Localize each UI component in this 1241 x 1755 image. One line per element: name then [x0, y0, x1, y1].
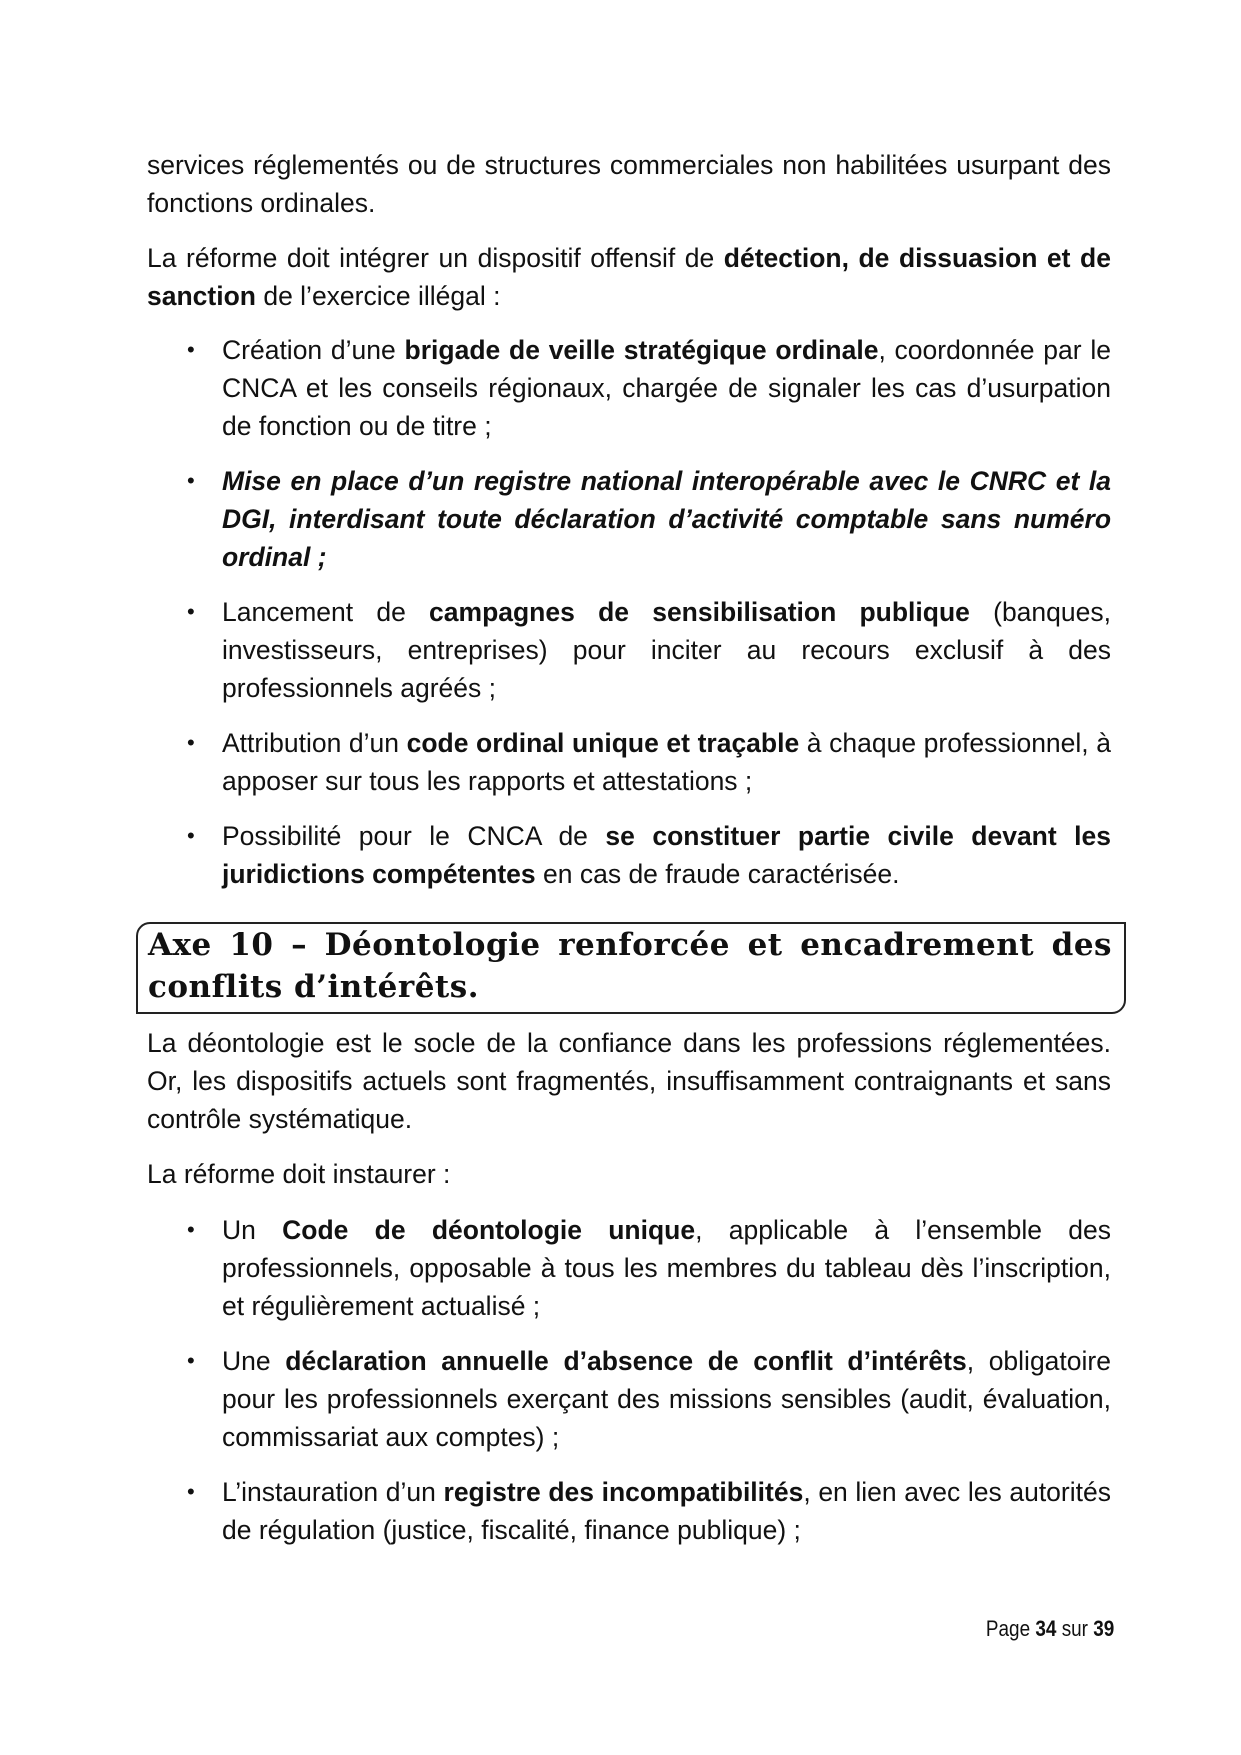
bold-run: brigade de veille stratégique ordinale — [404, 335, 879, 365]
paragraph-deontology: La déontologie est le socle de la confiance dans les professions réglementées. Or, les dispositifs actuels sont fragmentés, insuffisamment contraignants et sans contrôle systématique. — [147, 1028, 1111, 1134]
bold-run: campagnes de sensibilisation publique — [429, 597, 970, 627]
text-run: La réforme doit intégrer un dispositif offensif de — [147, 243, 724, 273]
bullet-icon: • — [187, 468, 195, 493]
bullet-list-deontology — [147, 1211, 1111, 1566]
list-item — [147, 593, 1111, 707]
bullet-icon: • — [187, 599, 195, 624]
list-item — [147, 817, 1111, 893]
text-run: en cas de fraude caractérisée. — [535, 859, 900, 889]
bold-run: se constituer partie civile devant les juridictions compétentes — [222, 821, 1111, 889]
text-run: , obligatoire pour les professionnels exerçant des missions sensibles (audit, évaluation, commissariat aux comptes) ; — [222, 1346, 1111, 1452]
list-item — [147, 1473, 1111, 1549]
paragraph-intro: services réglementés ou de structures commerciales non habilitées usurpant des fonctions ordinales. — [147, 150, 1111, 218]
paragraph-reform-intro — [147, 239, 1111, 315]
text-run: de l’exercice illégal : — [255, 281, 501, 311]
text-run: (banques, investisseurs, entreprises) pour inciter au recours exclusif à des professionnels agréés ; — [222, 597, 1111, 703]
list-item — [147, 1211, 1111, 1325]
section-heading: Axe 10 – Déontologie renforcée et encadrement des conflits d’intérêts. — [148, 927, 1112, 1005]
list-item — [147, 1342, 1111, 1456]
page-label: Page — [985, 1616, 1030, 1641]
text-run: à chaque professionnel, à apposer sur tous les rapports et attestations ; — [222, 728, 1111, 796]
bold-run: registre des incompatibilités — [443, 1477, 804, 1507]
text-run: , en lien avec les autorités de régulation (justice, fiscalité, finance publique) ; — [222, 1477, 1111, 1545]
bold-run: code ordinal unique et traçable — [406, 728, 800, 758]
bullet-icon: • — [187, 823, 195, 848]
paragraph-reform-instaurer: La réforme doit instaurer : — [147, 1159, 451, 1189]
bullet-icon: • — [187, 337, 195, 362]
bullet-icon: • — [187, 1348, 195, 1373]
text-run: Possibilité pour le CNCA de — [222, 821, 606, 851]
total-pages: 39 — [1092, 1616, 1114, 1641]
text-run: Création d’une — [222, 335, 405, 365]
text-run: Attribution d’un — [222, 728, 407, 758]
bold-run: détection, de dissuasion et de sanction — [147, 243, 1111, 311]
list-item — [147, 331, 1111, 445]
bold-run: déclaration annuelle d’absence de conflit d’intérêts — [285, 1346, 967, 1376]
text-run: , coordonnée par le CNCA et les conseils régionaux, chargée de signaler les cas d’usurpation de fonction ou de titre ; — [222, 335, 1111, 441]
text-run: Un — [222, 1215, 283, 1245]
list-item — [147, 724, 1111, 800]
bullet-icon: • — [187, 730, 195, 755]
text-run: L’instauration d’un — [222, 1477, 444, 1507]
text-run: Une — [222, 1346, 286, 1376]
current-page: 34 — [1035, 1616, 1057, 1641]
bold-italic-run: Mise en place d’un registre national interopérable avec le CNRC et la DGI, interdisant toute déclaration d’activité comptable sans numéro ordinal ; — [222, 466, 1111, 572]
page-number — [986, 1616, 1114, 1642]
text-run: Lancement de — [222, 597, 430, 627]
bullet-icon: • — [187, 1217, 195, 1242]
bullet-list-illegal-practice — [147, 331, 1111, 910]
page-of-label: sur — [1061, 1616, 1088, 1641]
bold-run: Code de déontologie unique — [282, 1215, 696, 1245]
text-run: , applicable à l’ensemble des professionnels, opposable à tous les membres du tableau dès l’inscription, et régulièrement actualisé ; — [222, 1215, 1111, 1321]
bullet-icon: • — [187, 1479, 195, 1504]
list-item — [147, 462, 1111, 576]
